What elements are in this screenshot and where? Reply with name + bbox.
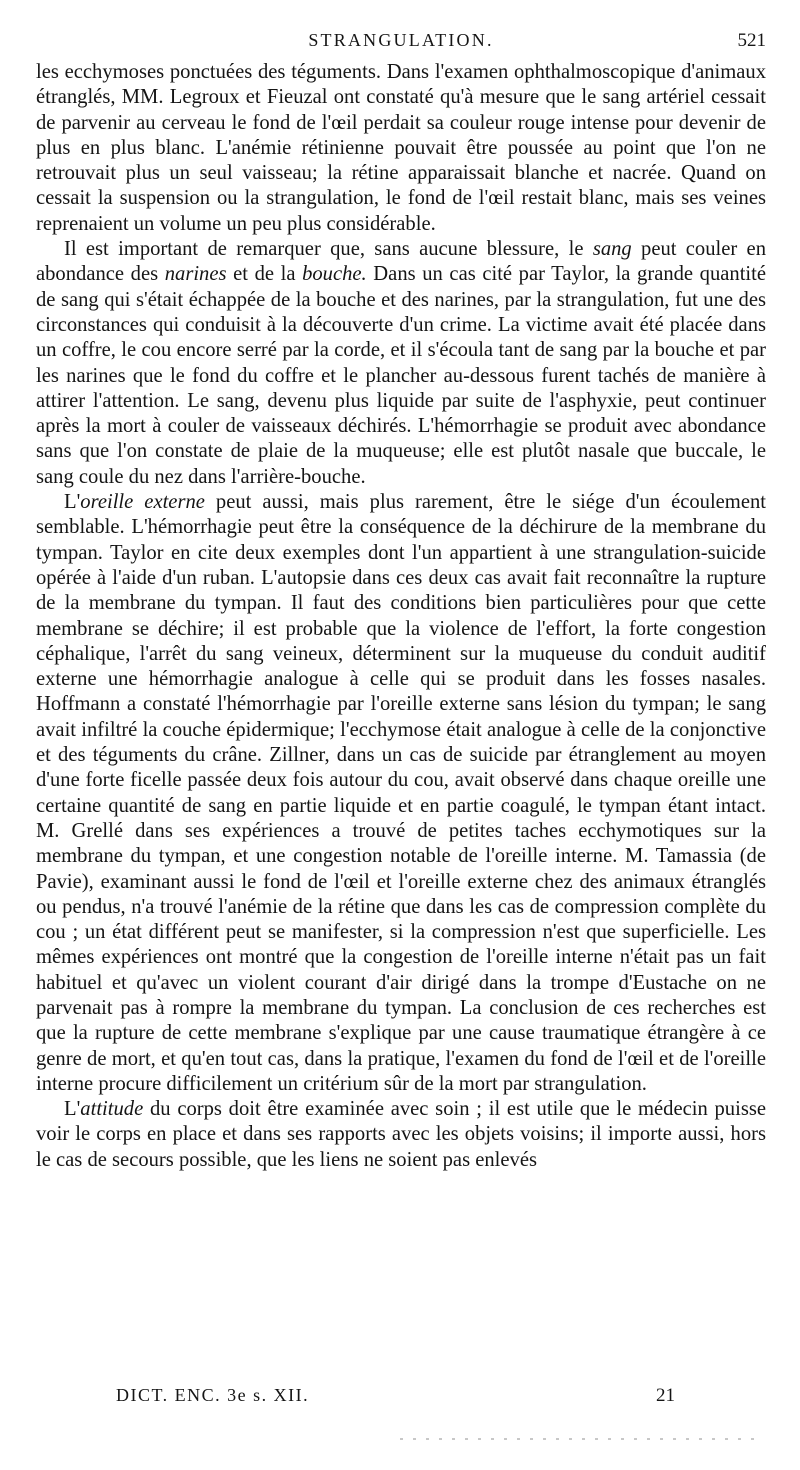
italic-term: narines (164, 263, 227, 286)
paragraph-4 (36, 1097, 766, 1173)
text-run: L' (64, 1098, 81, 1121)
signature-number: 21 (656, 1385, 675, 1406)
running-head (36, 30, 766, 56)
italic-term: bouche. (302, 263, 367, 286)
page-number: 521 (737, 30, 766, 51)
scan-artifact (400, 1438, 760, 1440)
paragraph-1 (36, 60, 766, 237)
italic-term: attitude (80, 1098, 144, 1121)
text-run: du corps doit être examinée avec soin ; il est utile que le médecin puisse voir le corps en place et dans ses rapports avec les objets voisins; il importe aussi, hors le cas de secours possible, que les liens ne soient pas enlevés (36, 1098, 766, 1171)
page-footer (36, 1385, 766, 1411)
text-run: les ecchymoses ponctuées des téguments. Dans l'examen ophthalmoscopique d'animaux étranglés, MM. Legroux et Fieuzal ont constaté qu'à mesure que le sang artériel cessait de parvenir au cerveau le fond de l'œil perdait sa couleur rouge intense pour devenir de plus en plus blanc. L'anémie rétinienne pouvait être poussée au point que l'on ne retrouvait plus un seul vaisseau; la rétine apparaissait blanche et nacrée. Quand on cessait la suspension ou la strangulation, le fond de l'œil restait blanc, mais ses veines reprenaient un volume un peu plus considérable. (36, 61, 766, 235)
paragraph-2 (36, 237, 766, 490)
body-text (36, 60, 766, 1173)
italic-term: sang (592, 238, 632, 261)
text-run: Il est important de remarquer que, sans aucune blessure, le (64, 238, 593, 261)
italic-term: oreille externe (80, 491, 205, 514)
signature-mark: DICT. ENC. 3e s. XII. (116, 1385, 310, 1405)
text-run: Dans un cas cité par Taylor, la grande quantité de sang qui s'était échappée de la bouche et des narines, par la strangulation, fut une des circonstances qui conduisit à la découverte d'un crime. La victime avait été placée dans un coffre, le cou encore serré par la corde, et il s'écoula tant de sang par la bouche et par les narines que le fond du coffre et le plancher au-dessous furent tachés de manière à attirer l'attention. Le sang, devenu plus liquide par suite de l'asphyxie, peut continuer après la mort à couler de vaisseaux déchirés. L'hémorrhagie se produit avec abondance sans que l'on constate de plaie de la muqueuse; elle est plutôt nasale que buccale, le sang coule du nez dans l'arrière-bouche. (36, 263, 767, 488)
text-run: peut couler en abondance des (36, 238, 766, 286)
text-run: L' (64, 491, 81, 514)
text-run: peut aussi, mais plus rarement, être le siége d'un écoulement semblable. L'hémorrhagie peut être la conséquence de la déchirure de la membrane du tympan. Taylor en cite deux exemples dont l'un appartient à une strangulation-suicide opérée à l'aide d'un ruban. L'autopsie dans ces deux cas avait fait reconnaître la rupture de la membrane du tympan. Il faut des conditions bien particulières pour que cette membrane se déchire; il est probable que la violence de l'effort, la forte congestion céphalique, l'arrêt du sang veineux, déterminent sur la muqueuse du conduit auditif externe une hémorrhagie analogue à celle qui se produit dans les fosses nasales. Hoffmann a constaté l'hémorrhagie par l'oreille externe sans lésion du tympan; le sang avait infiltré la couche épidermique; l'ecchymose était analogue à celle de la conjonctive et des téguments du crâne. Zillner, dans un cas de suicide par étranglement au moyen d'une forte ficelle passée deux fois autour du cou, avait observé dans chaque oreille une certaine quantité de sang en partie liquide et en partie coagulé, le tympan étant intact. M. Grellé dans ses expériences a trouvé de petites taches ecchymotiques sur la membrane du tympan, et une congestion notable de l'oreille interne. M. Tamassia (de Pavie), examinant aussi le fond de l'œil et l'oreille externe chez des animaux étranglés ou pendus, n'a trouvé l'anémie de la rétine que dans les cas de compression complète du cou ; un état différent peut se manifester, si la compression n'est que superficielle. Les mêmes expériences ont montré que la congestion de l'oreille interne n'était pas un fait habituel et qu'avec un violent courant d'air dirigé dans la trompe d'Eustache on ne parvenait pas à rompre la membrane du tympan. La conclusion de ces recherches est que la rupture de cette membrane s'explique par une cause traumatique étrangère à ce genre de mort, et qu'en tout cas, dans la pratique, l'examen du fond de l'œil et de l'oreille interne procure difficilement un critérium sûr de la mort par strangulation. (36, 491, 766, 1095)
paragraph-3 (36, 490, 766, 1097)
running-title: STRANGULATION. (308, 30, 494, 50)
text-run: et de la (226, 263, 303, 286)
